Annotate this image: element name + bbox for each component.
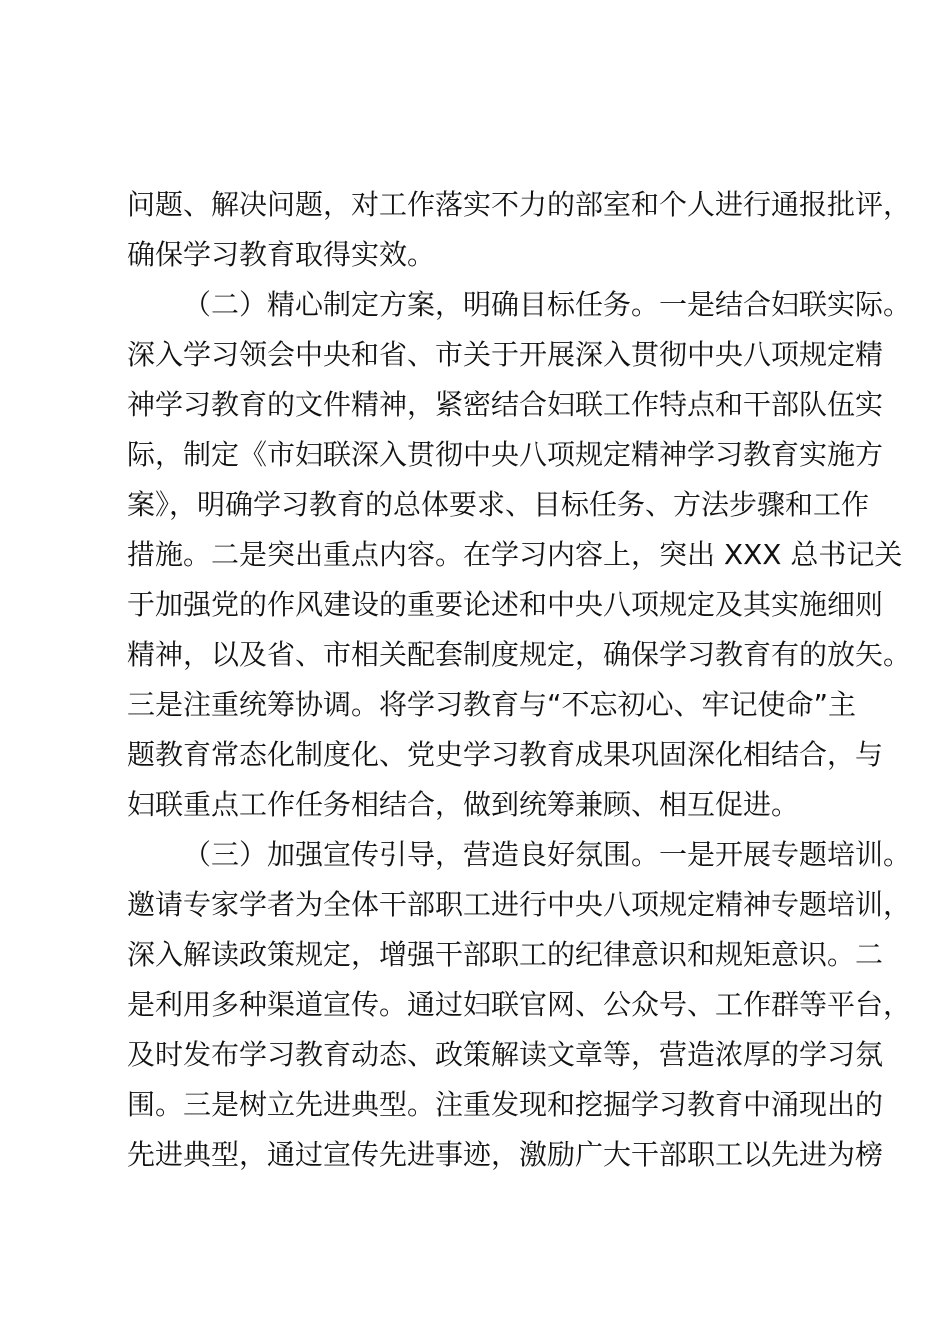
text-line: 神学习教育的文件精神，紧密结合妇联工作特点和干部队伍实: [127, 388, 884, 421]
paragraph-start: （二）精心制定方案，明确目标任务。一是结合妇联实际。: [183, 288, 912, 321]
text-line: 题教育常态化制度化、党史学习教育成果巩固深化相结合，与: [127, 738, 884, 771]
text-line: 深入解读政策规定，增强干部职工的纪律意识和规矩意识。二: [127, 938, 884, 971]
text-line: 精神，以及省、市相关配套制度规定，确保学习教育有的放矢。: [127, 638, 912, 671]
text-line: 确保学习教育取得实效。: [127, 238, 436, 271]
text-line: 邀请专家学者为全体干部职工进行中央八项规定精神专题培训，: [127, 888, 912, 921]
text-line: 问题、解决问题，对工作落实不力的部室和个人进行通报批评，: [127, 188, 912, 221]
text-line: 及时发布学习教育动态、政策解读文章等，营造浓厚的学习氛: [127, 1038, 884, 1071]
paragraph-start: （三）加强宣传引导，营造良好氛围。一是开展专题培训。: [183, 838, 912, 871]
text-line: 际，制定《市妇联深入贯彻中央八项规定精神学习教育实施方: [127, 438, 884, 471]
text-line: 案》，明确学习教育的总体要求、目标任务、方法步骤和工作: [127, 488, 870, 521]
text-line: 是利用多种渠道宣传。通过妇联官网、公众号、工作群等平台，: [127, 988, 912, 1021]
text-line: 于加强党的作风建设的重要论述和中央八项规定及其实施细则: [127, 588, 884, 621]
text-line: 妇联重点工作任务相结合，做到统筹兼顾、相互促进。: [127, 788, 800, 821]
text-line: 先进典型，通过宣传先进事迹，激励广大干部职工以先进为榜: [127, 1138, 884, 1171]
text-line: 围。三是树立先进典型。注重发现和挖掘学习教育中涌现出的: [127, 1088, 884, 1121]
text-line: 深入学习领会中央和省、市关于开展深入贯彻中央八项规定精: [127, 338, 884, 371]
text-line: 措施。二是突出重点内容。在学习内容上，突出 XXX 总书记关: [127, 538, 903, 571]
text-line: 三是注重统筹协调。将学习教育与“不忘初心、牢记使命”主: [127, 688, 857, 721]
